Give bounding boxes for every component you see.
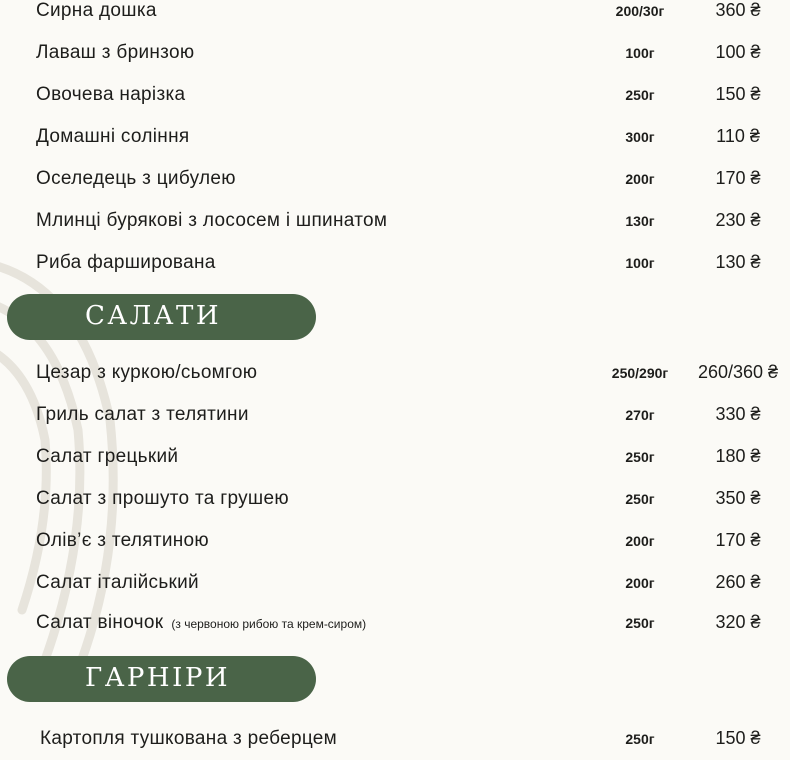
menu-item-row xyxy=(0,400,790,430)
menu-item-row xyxy=(0,568,790,598)
item-weight: 200г xyxy=(625,171,655,187)
section-header-salads xyxy=(7,294,316,340)
item-weight: 250г xyxy=(625,449,655,465)
menu-item-row xyxy=(0,122,790,152)
item-weight: 100г xyxy=(625,45,655,61)
item-price: 150 ₴ xyxy=(715,728,761,748)
item-name: Салат з прошуто та грушею xyxy=(36,488,289,509)
item-weight: 200г xyxy=(625,575,655,591)
item-price: 350 ₴ xyxy=(715,488,761,508)
item-name: Гриль салат з телятини xyxy=(36,404,249,425)
menu-item-row xyxy=(0,484,790,514)
item-weight: 270г xyxy=(625,407,655,423)
item-price: 110 ₴ xyxy=(716,126,760,146)
item-name: Олів’є з телятиною xyxy=(36,530,209,551)
item-price: 130 ₴ xyxy=(715,252,761,272)
item-weight: 250г xyxy=(625,491,655,507)
item-weight: 100г xyxy=(625,255,655,271)
item-name-with-note xyxy=(36,612,366,634)
item-name: Овочева нарізка xyxy=(36,84,186,105)
menu-item-row xyxy=(0,206,790,236)
menu-item-row xyxy=(0,608,790,638)
menu-item-row xyxy=(0,248,790,278)
item-price: 260 ₴ xyxy=(715,572,761,592)
item-weight: 200г xyxy=(625,533,655,549)
menu-item-row xyxy=(0,0,790,26)
item-price: 330 ₴ xyxy=(715,404,761,424)
section-header-sides xyxy=(7,656,316,702)
item-price: 260/360 ₴ xyxy=(697,362,779,382)
item-name: Домашні соління xyxy=(36,126,190,147)
menu-item-row xyxy=(0,38,790,68)
item-name: Цезар з куркою/сьомгою xyxy=(36,362,258,383)
item-name: Сирна дошка xyxy=(36,0,157,21)
item-name: Риба фарширована xyxy=(36,252,216,273)
item-weight: 250г xyxy=(625,615,655,631)
item-weight: 250г xyxy=(625,731,655,747)
menu-item-row xyxy=(0,526,790,556)
item-price: 320 ₴ xyxy=(715,612,761,632)
item-name: Салат італійський xyxy=(36,572,199,593)
item-price: 170 ₴ xyxy=(715,530,761,550)
item-name: Салат грецький xyxy=(36,446,179,467)
item-price: 170 ₴ xyxy=(715,168,761,188)
item-weight: 250г xyxy=(625,87,655,103)
item-name: Лаваш з бринзою xyxy=(36,42,195,63)
item-price: 180 ₴ xyxy=(715,446,761,466)
item-weight: 250/290г xyxy=(611,365,669,381)
section-title: ГАРНІРИ xyxy=(85,663,231,693)
item-name: Картопля тушкована з реберцем xyxy=(40,728,338,749)
item-weight: 200/30г xyxy=(615,3,665,19)
item-price: 230 ₴ xyxy=(715,210,761,230)
menu-item-row xyxy=(0,724,790,754)
menu-item-row xyxy=(0,164,790,194)
item-price: 150 ₴ xyxy=(715,84,761,104)
item-price: 360 ₴ xyxy=(715,0,761,20)
item-weight: 130г xyxy=(625,213,655,229)
item-note: (з червоною рибою та крем-сиром) xyxy=(171,617,367,631)
item-name: Салат віночок xyxy=(36,612,164,633)
item-name: Оселедець з цибулею xyxy=(36,168,236,189)
item-price: 100 ₴ xyxy=(715,42,761,62)
item-name: Млинці бурякові з лососем і шпинатом xyxy=(36,210,388,231)
menu-item-row xyxy=(0,442,790,472)
item-weight: 300г xyxy=(625,129,655,145)
menu-item-row xyxy=(0,80,790,110)
section-title: САЛАТИ xyxy=(85,301,221,331)
menu-item-row xyxy=(0,358,790,388)
